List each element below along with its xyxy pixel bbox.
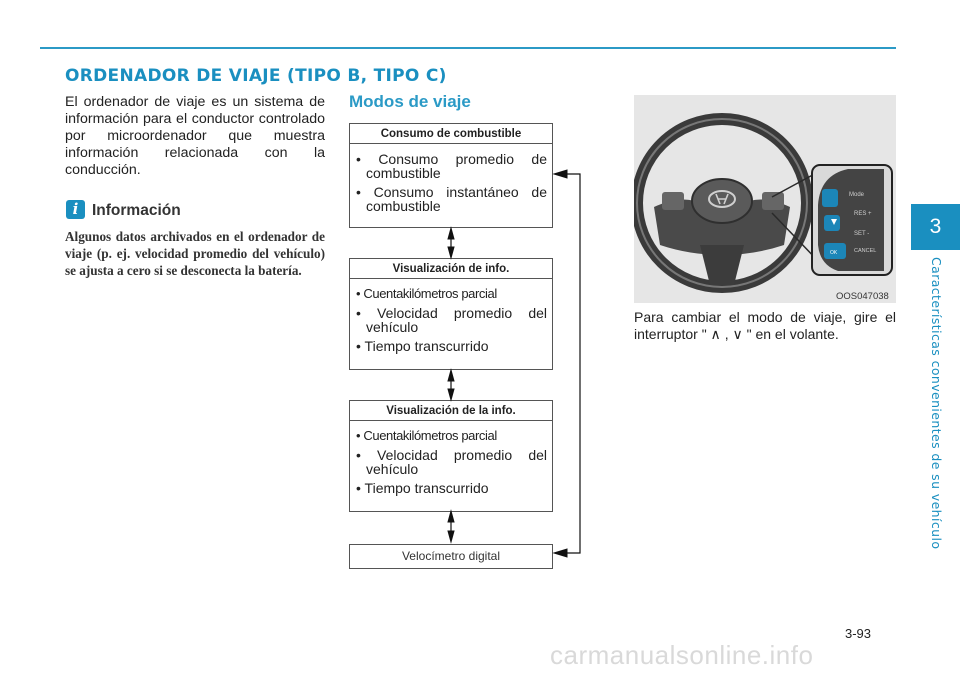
arrow-down-icon — [448, 247, 454, 258]
info-heading: Información — [92, 202, 181, 219]
steering-wheel-illustration — [634, 95, 896, 303]
mode-item: • Tiempo transcurrido — [356, 481, 547, 495]
info-text: Algunos datos archivados en el ordenador de viaje (p. ej. velocidad promedio del vehículo) se ajusta a cero si se desconecta la batería. — [65, 229, 325, 278]
mode-item: • Velocidad promedio del vehículo — [356, 448, 547, 476]
arrow-down-icon — [448, 389, 454, 400]
mode-box-title: Visualización de la info. — [350, 401, 552, 421]
photo-caption: OOS047038 — [836, 291, 889, 302]
arrow-up-icon — [448, 511, 454, 522]
page-number: 3-93 — [845, 626, 872, 641]
instruction-text: Para cambiar el modo de viaje, gire el interruptor " ∧ , ∨ " en el volante. — [634, 309, 896, 342]
top-rule — [40, 47, 896, 49]
mode-box-title: Visualización de info. — [350, 259, 552, 279]
mode-item: • Cuentakilómetros parcial — [356, 429, 547, 443]
mode-item: • Consumo instantáneo de combustible — [356, 185, 547, 213]
mode-item: • Consumo promedio de combustible — [356, 152, 547, 180]
button-set: SET - — [854, 231, 870, 237]
mode-item: • Velocidad promedio del vehículo — [356, 306, 547, 334]
arrow-up-icon — [448, 228, 454, 239]
steering-wheel-photo — [634, 95, 896, 303]
modes-heading: Modos de viaje — [349, 92, 471, 111]
intro-paragraph: El ordenador de viaje es un sistema de información para el conductor controlado por microordenador que muestra información relacionada con la conducción. — [65, 94, 325, 178]
section-title: ORDENADOR DE VIAJE (TIPO B, TIPO C) — [65, 66, 447, 86]
speedometer-box: Velocímetro digital — [349, 544, 553, 569]
loop-line — [557, 174, 580, 553]
arrow-up-icon — [448, 370, 454, 381]
button-res: RES + — [854, 211, 872, 217]
button-cancel: CANCEL — [854, 248, 877, 254]
mode-item: • Cuentakilómetros parcial — [356, 287, 547, 301]
watermark: carmanualsonline.info — [550, 640, 814, 670]
mode-item: • Tiempo transcurrido — [356, 339, 547, 353]
info-icon: i — [66, 200, 85, 219]
button-ok: OK — [830, 250, 838, 256]
mode-flow-arrows — [430, 160, 590, 560]
button-mode: Mode — [849, 192, 865, 198]
arrow-down-icon — [448, 531, 454, 542]
arrow-left-icon — [554, 170, 567, 178]
mode-box-title: Consumo de combustible — [350, 124, 552, 144]
chapter-tab: 3 — [911, 204, 960, 250]
arrow-left-icon — [554, 549, 567, 557]
chapter-label: Características convenientes de su vehículo — [929, 257, 944, 550]
